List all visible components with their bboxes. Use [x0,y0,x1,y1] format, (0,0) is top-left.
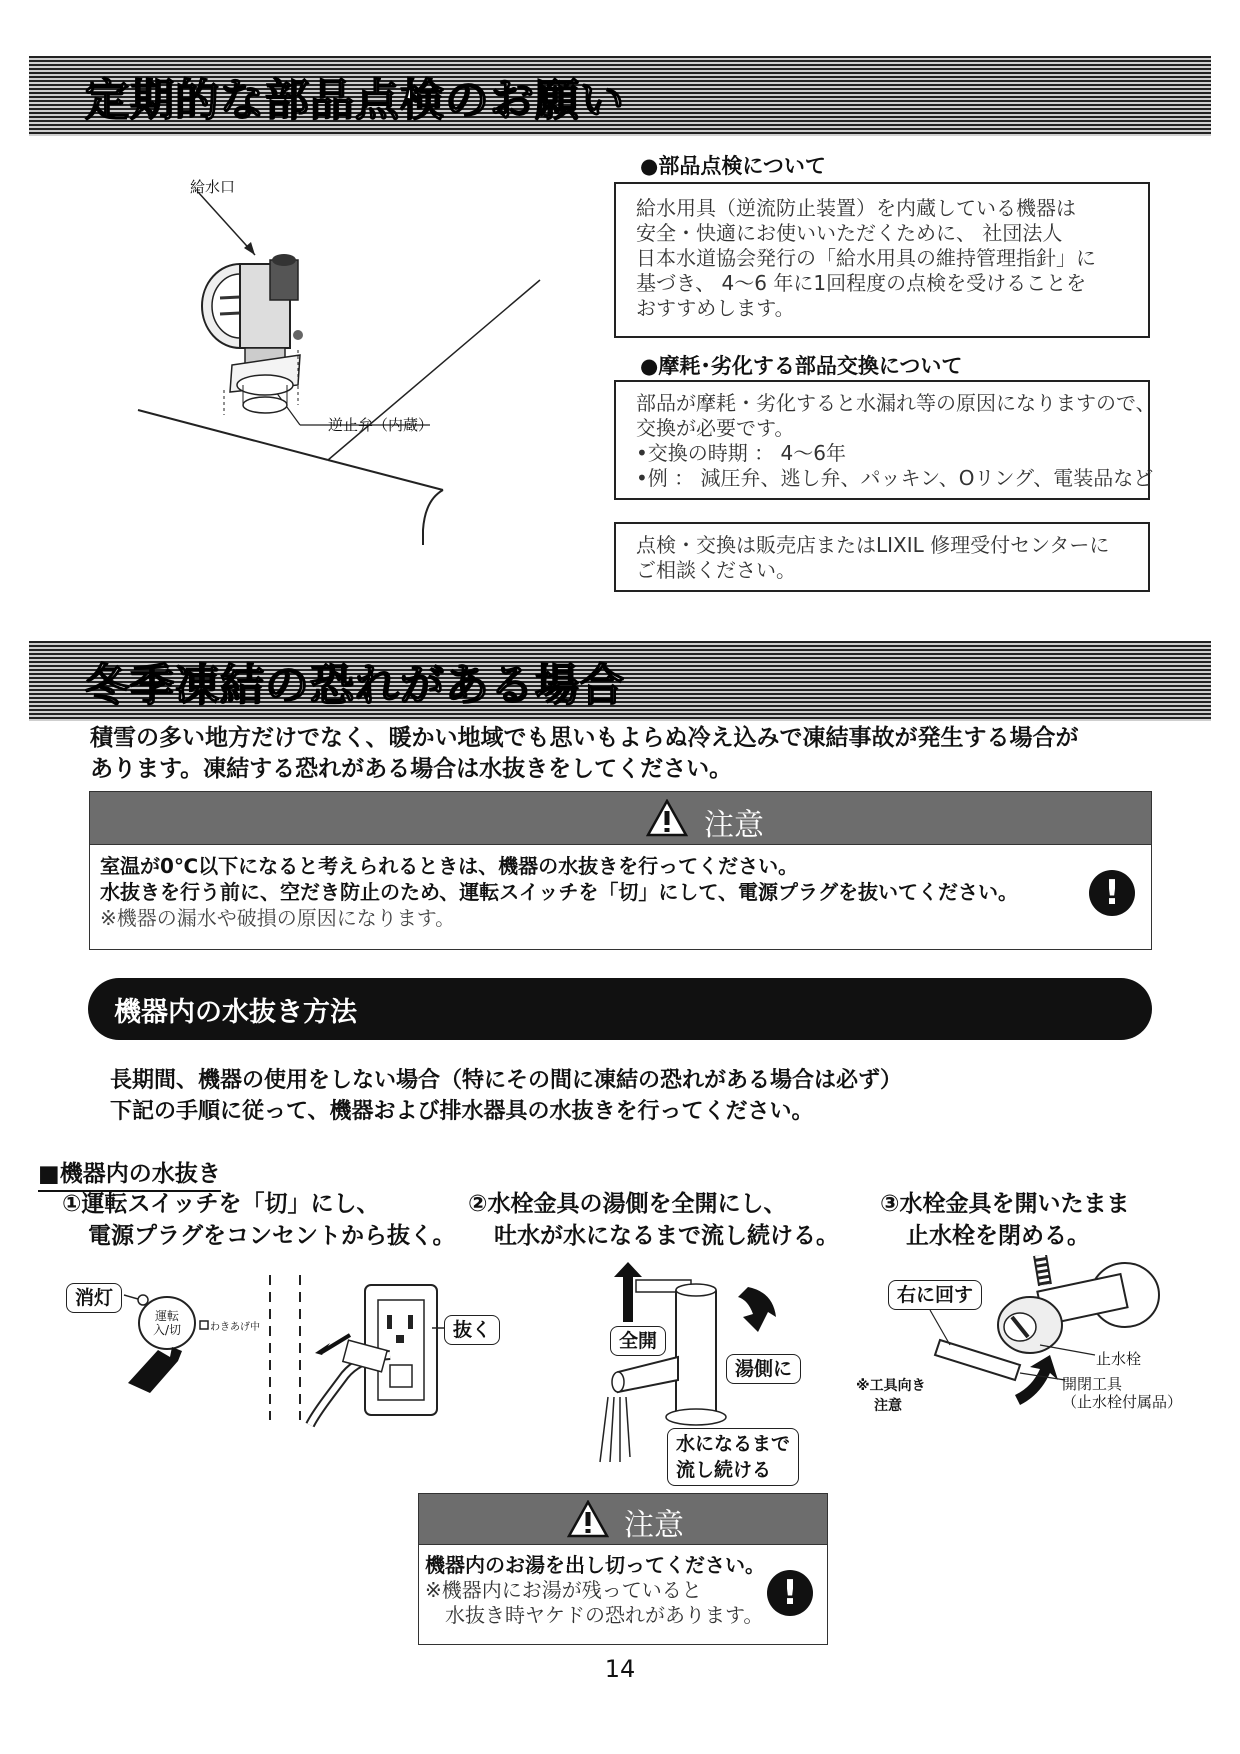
inspection-line: 基づき、 4～6 年に1回程度の点検を受けることを [636,271,1087,295]
switch-label-line: 入/切 [152,1323,182,1337]
caution-header [419,1494,827,1545]
caution-note: ※機器の漏水や破損の原因になります。 [100,906,456,930]
full-open-callout: 全開 [610,1326,666,1356]
inspection-heading: ●部品点検について [640,154,826,178]
contact-line: 点検・交換は販売店またはLIXIL 修理受付センターに [636,533,1110,557]
step-1 [62,1188,456,1252]
replacement-box [614,380,1156,500]
step-3 [880,1188,1129,1252]
hot-side-callout: 湯側に [726,1354,801,1384]
switch-label [150,1309,184,1337]
section-title: 定期的な部品点検のお願い [85,75,625,126]
caution-label: 注意 [624,1508,684,1543]
caution-label: 注意 [704,808,764,843]
replacement-line: 交換が必要です。 [636,416,795,440]
replacement-line: •交換の時期 ： 4～6年 [636,441,846,465]
tool-label-line: 開閉工具 [1062,1375,1123,1393]
replacement-heading: ●摩耗･劣化する部品交換について [640,354,963,378]
tool-direction-note [856,1376,926,1416]
exclamation-icon: ! [1089,870,1135,916]
tool-label-line: （止水栓付属品） [1062,1393,1183,1411]
page-number: 14 [604,1655,636,1683]
caution-body [90,845,1151,939]
caution-header [90,792,1151,845]
switch-outlet-illustration [60,1265,480,1430]
contact-box [614,522,1150,592]
inspection-box [614,182,1150,338]
tool-note-line: 注意 [874,1398,902,1414]
caution-line: 機器内のお湯を出し切ってください。 [425,1553,765,1577]
step-line: ②水栓金具の湯側を全開にし、 [468,1191,787,1217]
flow-callout [667,1428,799,1486]
inspection-line: 日本水道協会発行の「給水用具の維持管理指針」に [636,246,1096,270]
boil-indicator-label: わきあげ中 [210,1322,260,1333]
step-line: 電源プラグをコンセントから抜く。 [88,1223,456,1249]
stop-valve-label: 止水栓 [1096,1350,1142,1368]
flow-callout-line: 流し続ける [676,1459,772,1481]
caution-line: 室温が0℃以下になると考えられるときは、機器の水抜きを行ってください。 [100,854,799,878]
intro-line: あります。凍結する恐れがある場合は水抜きをしてください。 [90,756,733,782]
drain-method-title: 機器内の水抜き方法 [114,997,357,1028]
warning-triangle-icon [646,799,688,837]
step-line: 止水栓を閉める。 [906,1223,1090,1249]
drain-method-title-bar [88,978,1152,1040]
warning-triangle-icon [567,1500,609,1538]
step-line: ③水栓金具を開いたまま [880,1191,1130,1217]
check-valve-label: 逆止弁（内蔵） [328,416,434,434]
section-banner-inspection [29,56,1211,136]
exclamation-icon: ! [767,1570,813,1616]
freeze-intro [90,723,1079,785]
water-inlet-diagram [120,160,580,560]
caution-line: 水抜きを行う前に、空だき防止のため、運転スイッチを「切」にして、電源プラグを抜いてください。 [100,880,1018,904]
inlet-label: 給水口 [190,178,236,196]
caution-line: ※機器内にお湯が残っていると [425,1578,702,1602]
intro-line: 積雪の多い地方だけでなく、暖かい地域でも思いもよらぬ冷え込みで凍結事故が発生する場合が [90,725,1079,751]
step-line: 吐水が水になるまで流し続ける。 [494,1223,839,1249]
step-2 [468,1188,839,1252]
section-banner-freezing [29,641,1211,721]
replacement-line: 部品が摩耗・劣化すると水漏れ等の原因になりますので、 [636,391,1156,415]
drain-intro-line: 長期間、機器の使用をしない場合（特にその間に凍結の恐れがある場合は必ず） [110,1068,903,1093]
tool-label [1062,1375,1182,1411]
unplug-callout: 抜く [444,1315,500,1345]
light-off-callout: 消灯 [66,1283,122,1313]
section-title: 冬季凍結の恐れがある場合 [85,660,625,711]
drain-intro-line: 下記の手順に従って、機器および排水器具の水抜きを行ってください。 [110,1099,814,1124]
turn-right-callout: 右に回す [888,1280,982,1310]
inspection-line: 安全・快適にお使いいただくために、 社団法人 [636,221,1063,245]
caution-line: 水抜き時ヤケドの恐れがあります。 [445,1603,764,1627]
caution-body [419,1545,827,1636]
inspection-line: 給水用具（逆流防止装置）を内蔵している機器は [636,196,1076,220]
caution-box-freeze [89,791,1152,950]
step-line: ①運転スイッチを「切」にし、 [62,1191,380,1217]
caution-box-hot-water [418,1493,828,1645]
replacement-line: •例 ： 減圧弁、逃し弁、パッキン、Oリング、電装品など [636,466,1154,490]
inspection-line: おすすめします。 [636,296,795,320]
drain-intro [110,1065,902,1127]
contact-line: ご相談ください。 [636,558,796,582]
tool-note-line: ※工具向き [856,1378,926,1394]
drain-subheading: ■機器内の水抜き [38,1155,221,1192]
switch-label-line: 運転 [154,1309,179,1323]
flow-callout-line: 水になるまで [676,1433,791,1455]
